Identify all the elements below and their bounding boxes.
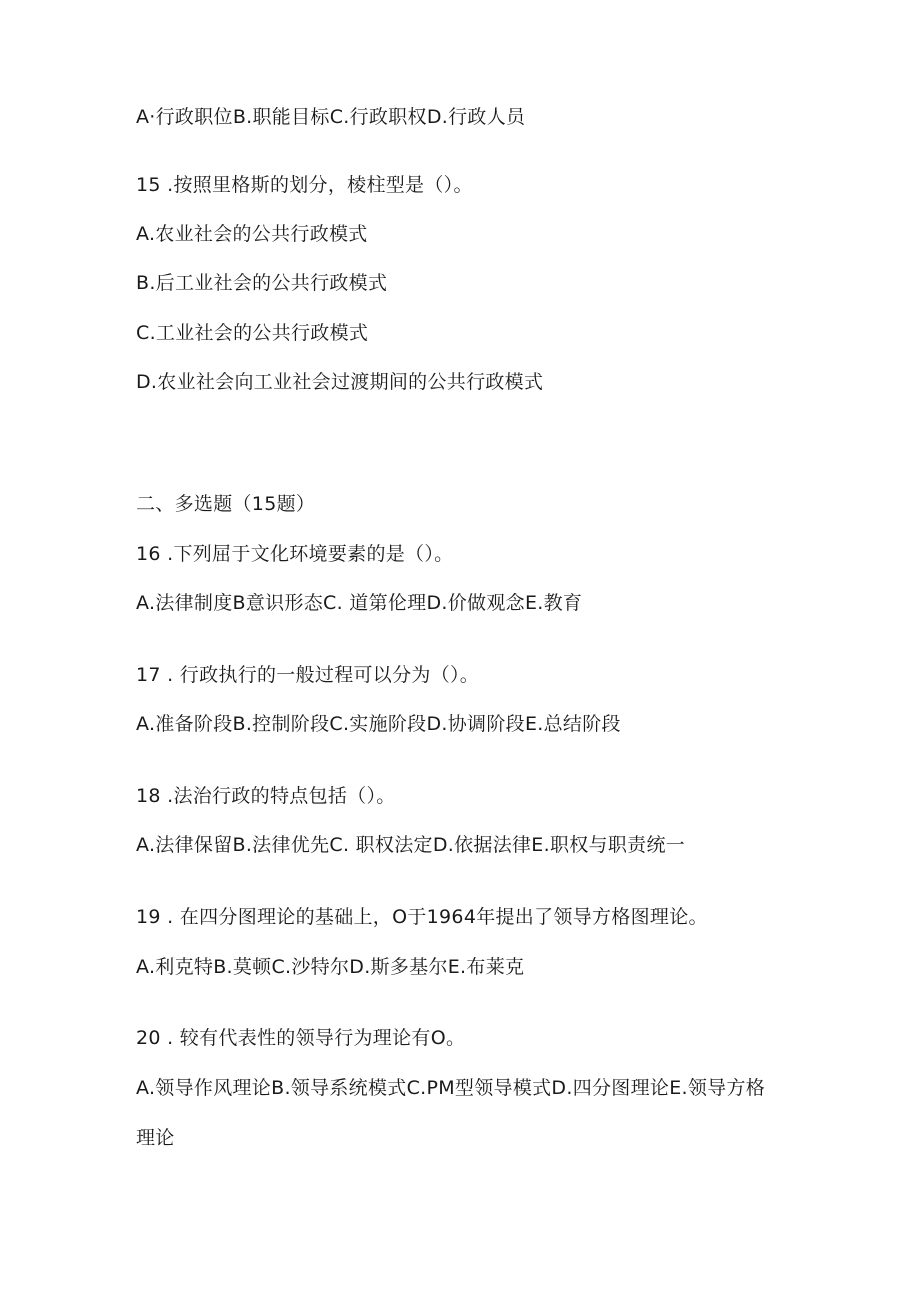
q16-question: 16 .下列屈于文化环境要素的是（）。 [136,543,454,565]
q20-options: A.领导作风理论B.领导系统模式C.PM型领导模式D.四分图理论E.领导方格 [136,1077,766,1099]
q15-question: 15 .按照里格斯的划分，棱柱型是（）。 [136,174,473,196]
section-heading: 二、多选题（15题） [136,493,316,515]
q20-options-continued: 理论 [136,1127,175,1149]
q17-options: A.准备阶段B.控制阶段C.实施阶段D.协调阶段E.总结阶段 [136,713,621,735]
q19-question: 19 . 在四分图理论的基础上，O于1964年提出了领导方格图理论。 [136,906,708,928]
q14-options: A·行政职位B.职能目标C.行政职权D.行政人员 [136,106,526,128]
q15-option-b: B.后工业社会的公共行政模式 [136,272,388,294]
q17-question: 17 . 行政执行的一般过程可以分为（）。 [136,664,480,686]
q15-option-c: C.工业社会的公共行政模式 [136,322,369,344]
q15-option-d: D.农业社会向工业社会过渡期间的公共行政模式 [136,371,544,393]
q19-options: A.利克特B.莫顿C.沙特尔D.斯多基尔E.布莱克 [136,956,525,978]
q15-option-a: A.农业社会的公共行政模式 [136,223,368,245]
q18-options: A.法律保留B.法律优先C. 职权法定D.依据法律E.职权与职责统一 [136,834,686,856]
q16-options: A.法律制度B意识形态C. 道第伦理D.价做观念E.教育 [136,592,583,614]
q18-question: 18 .法治行政的特点包括（）。 [136,785,396,807]
q20-question: 20 . 较有代表性的领导行为理论有O。 [136,1027,466,1049]
